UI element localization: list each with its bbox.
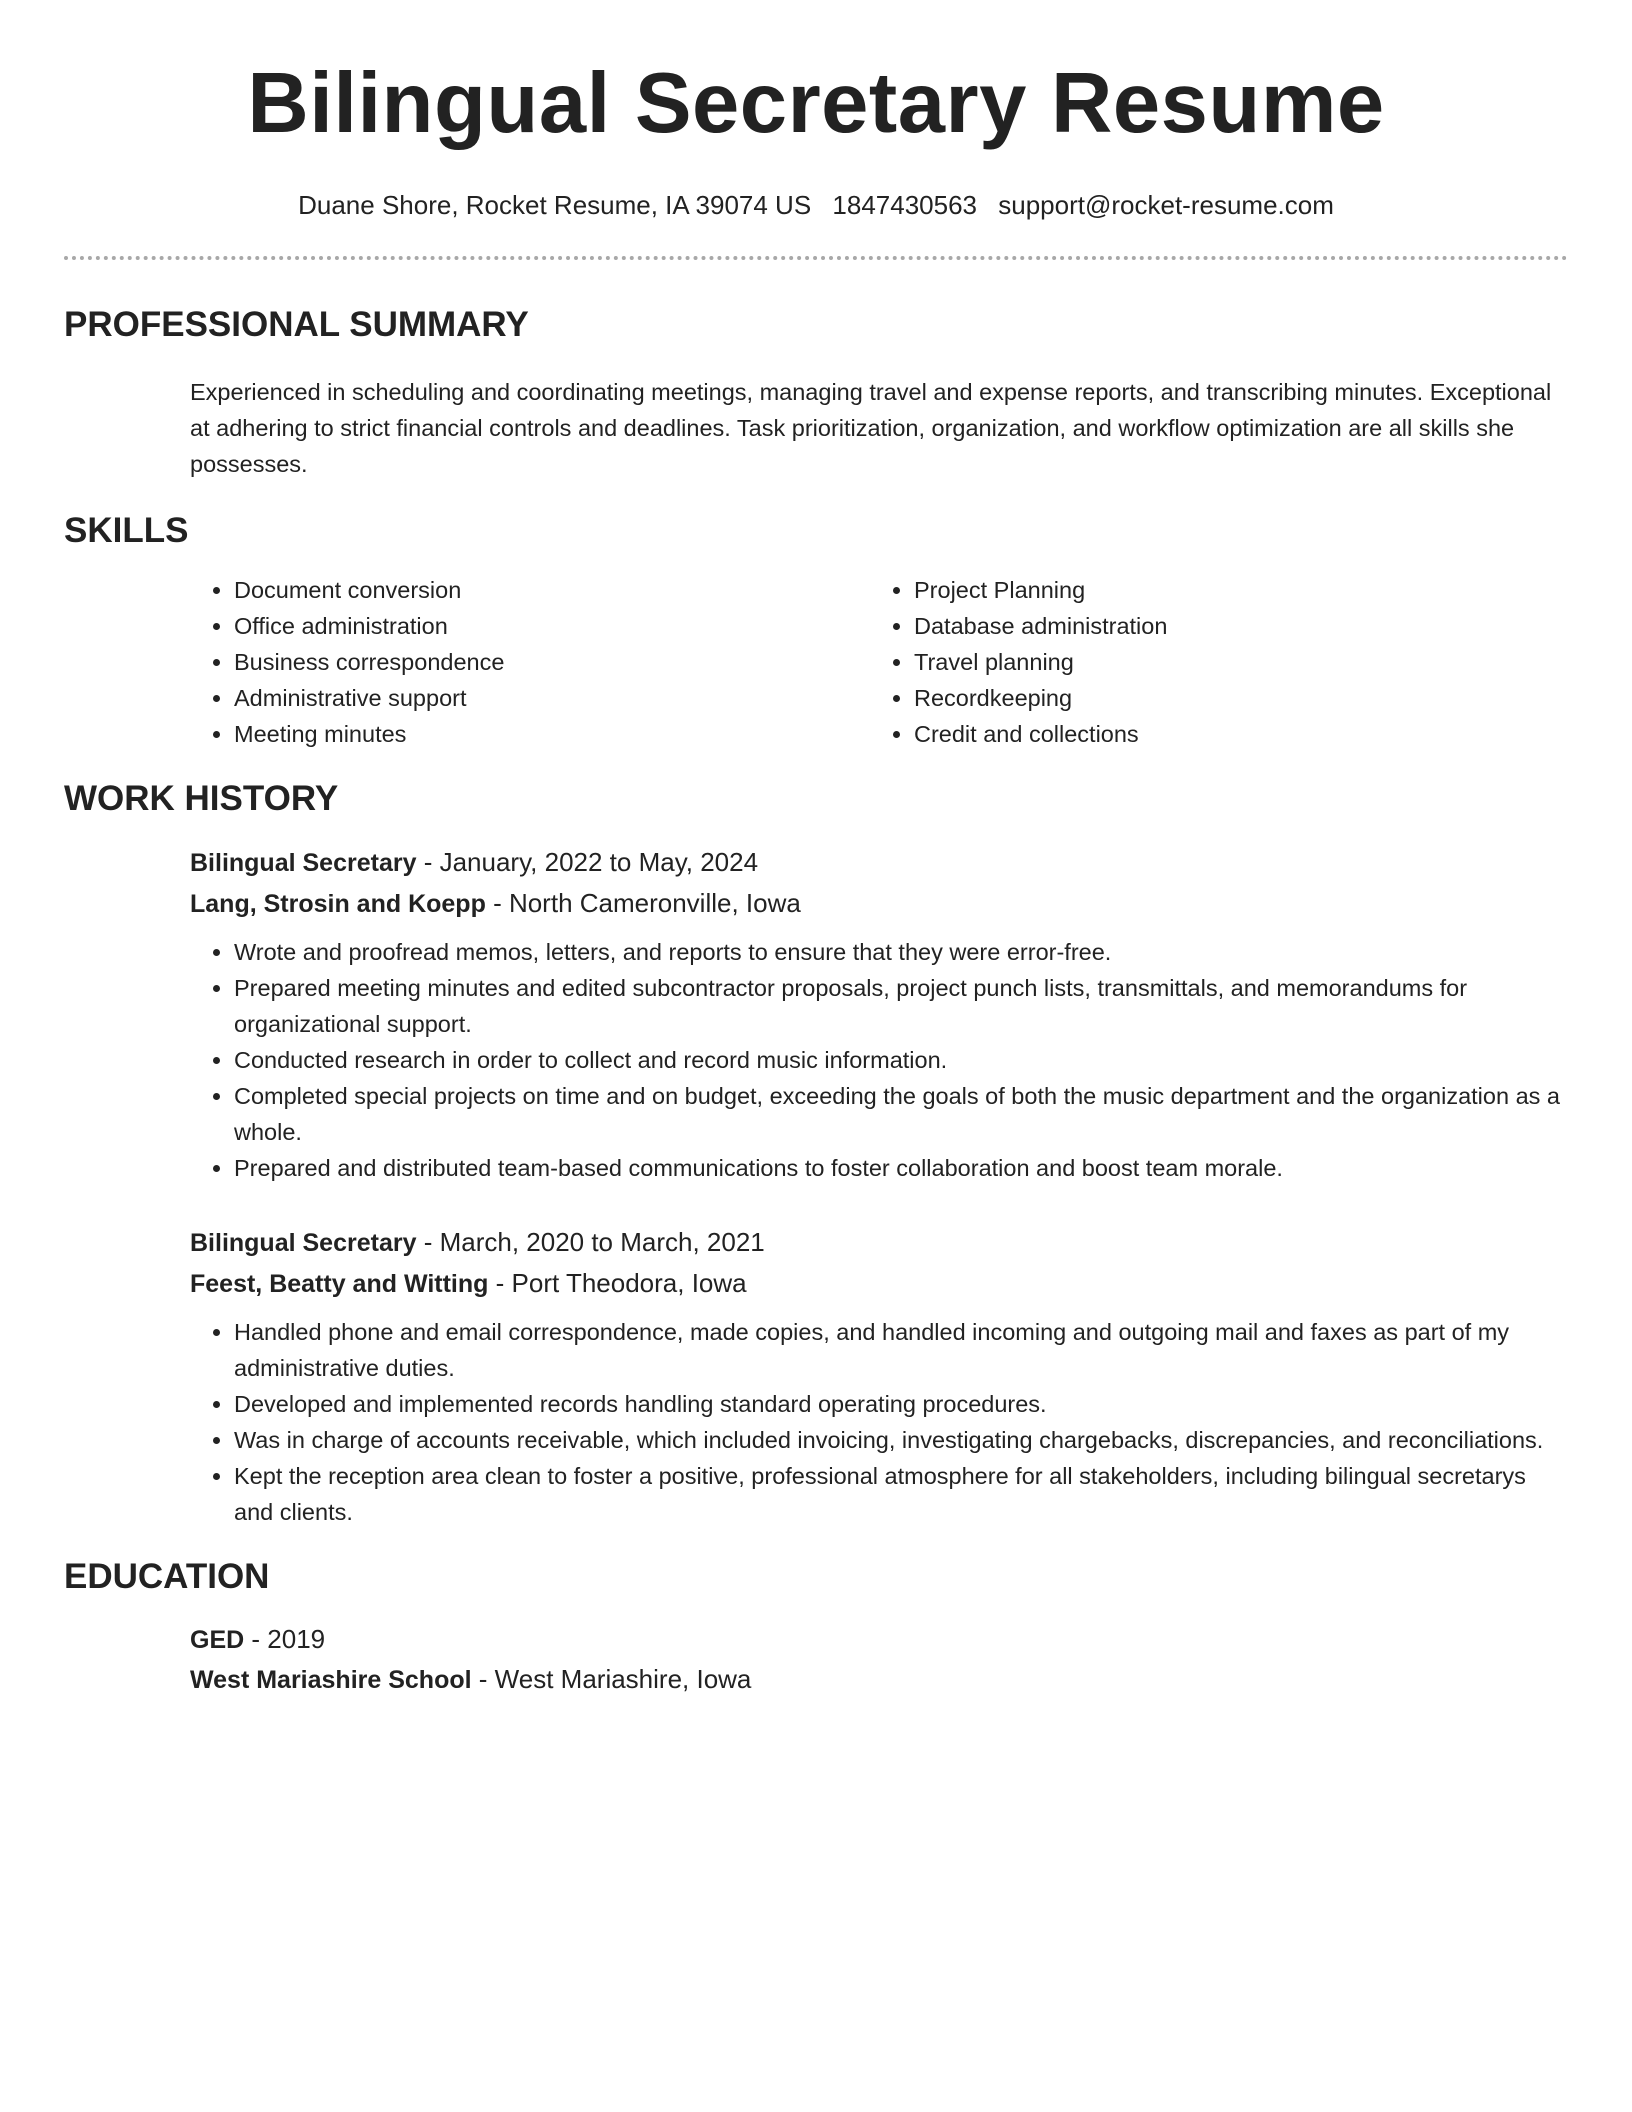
job-bullets [190, 1314, 1568, 1530]
job-bullet: • Handled phone and email correspondence, made copies, and handled incoming and outgoing mail and faxes as part of my administrative duties. [234, 1314, 1568, 1386]
skills-column-right [870, 572, 1550, 752]
education-entry [190, 1620, 1568, 1700]
job-company: Feest, Beatty and Witting [190, 1270, 489, 1298]
section-title-skills: SKILLS [64, 511, 189, 550]
section-title-summary: PROFESSIONAL SUMMARY [64, 305, 529, 344]
skill-item: • Meeting minutes [234, 716, 870, 752]
job-dates: - January, 2022 to May, 2024 [416, 847, 759, 877]
job-dates: - March, 2020 to March, 2021 [416, 1227, 765, 1257]
education-school-line [190, 1660, 1568, 1700]
education-degree: GED [190, 1626, 245, 1654]
skill-item: • Business correspondence [234, 644, 870, 680]
contact-line [64, 189, 1568, 221]
job-location: - North Cameronville, Iowa [485, 888, 801, 918]
education-location: - West Mariashire, Iowa [471, 1664, 752, 1694]
skill-item: • Document conversion [234, 572, 870, 608]
header-divider [64, 256, 1568, 260]
contact-phone: 1847430563 [832, 190, 978, 220]
summary-text: Experienced in scheduling and coordinating meetings, managing travel and expense reports, and transcribing minutes. Exceptional at adhering to strict financial controls and deadlines. Task prioritization, organization, and workflow optimization are all skills she possesses. [190, 379, 1552, 477]
section-title-work-history: WORK HISTORY [64, 779, 339, 818]
skill-item: • Travel planning [914, 644, 1550, 680]
skill-item: • Credit and collections [914, 716, 1550, 752]
contact-email: support@rocket-resume.com [998, 190, 1334, 220]
skills-column-left [190, 572, 870, 752]
job-bullet: • Kept the reception area clean to foster a positive, professional atmosphere for all stakeholders, including bilingual secretarys and clients. [234, 1458, 1568, 1530]
section-title-education: EDUCATION [64, 1557, 270, 1596]
skill-item: • Recordkeeping [914, 680, 1550, 716]
job-title: Bilingual Secretary [190, 849, 417, 877]
job-bullet: • Conducted research in order to collect and record music information. [234, 1042, 1568, 1078]
skill-item: • Office administration [234, 608, 870, 644]
job-title: Bilingual Secretary [190, 1229, 417, 1257]
education-degree-line [190, 1620, 1568, 1660]
job-entry [190, 842, 1568, 1186]
job-company: Lang, Strosin and Koepp [190, 890, 486, 918]
job-company-line [190, 1263, 1568, 1304]
skills-list [190, 572, 1568, 752]
skill-item: • Database administration [914, 608, 1550, 644]
job-company-line [190, 883, 1568, 924]
job-bullets [190, 934, 1568, 1186]
job-bullet: • Prepared meeting minutes and edited subcontractor proposals, project punch lists, transmittals, and memorandums for organizational support. [234, 970, 1568, 1042]
skill-item: • Administrative support [234, 680, 870, 716]
job-title-line [190, 1222, 1568, 1263]
job-bullet: • Wrote and proofread memos, letters, and reports to ensure that they were error-free. [234, 934, 1568, 970]
skill-item: • Project Planning [914, 572, 1550, 608]
job-bullet: • Prepared and distributed team-based communications to foster collaboration and boost team morale. [234, 1150, 1568, 1186]
job-bullet: • Developed and implemented records handling standard operating procedures. [234, 1386, 1568, 1422]
job-entry [190, 1222, 1568, 1530]
education-school: West Mariashire School [190, 1666, 472, 1694]
page-title: Bilingual Secretary Resume [247, 56, 1385, 151]
education-year: - 2019 [244, 1624, 326, 1654]
job-bullet: • Completed special projects on time and on budget, exceeding the goals of both the music department and the organization as a whole. [234, 1078, 1568, 1150]
contact-address: Duane Shore, Rocket Resume, IA 39074 US [298, 190, 812, 220]
job-location: - Port Theodora, Iowa [488, 1268, 747, 1298]
job-title-line [190, 842, 1568, 883]
job-bullet: • Was in charge of accounts receivable, which included invoicing, investigating chargebacks, discrepancies, and reconciliations. [234, 1422, 1568, 1458]
